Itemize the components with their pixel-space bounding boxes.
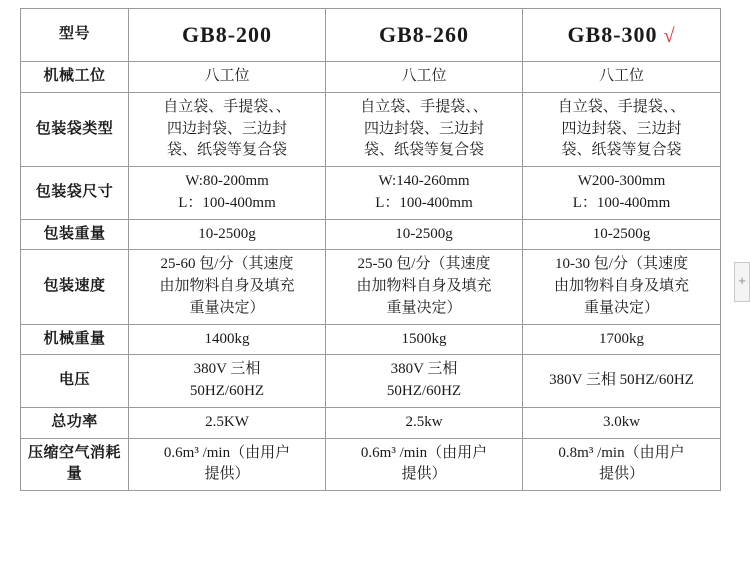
header-model-gb8-200: GB8-200 — [129, 9, 326, 62]
table-row — [21, 250, 721, 324]
cell-value: 1700kg — [523, 324, 721, 355]
table-row — [21, 167, 721, 220]
specification-table — [20, 8, 721, 491]
cell-value: 1500kg — [326, 324, 523, 355]
row-label: 包装袋类型 — [21, 92, 129, 166]
cell-value: 0.6m³ /min（由用户 提供） — [129, 438, 326, 491]
table-row — [21, 355, 721, 408]
row-label: 电压 — [21, 355, 129, 408]
cell-value: 八工位 — [326, 62, 523, 93]
cell-value: 10-30 包/分（其速度 由加物料自身及填充 重量决定） — [523, 250, 721, 324]
table-row — [21, 324, 721, 355]
header-model-label: 型号 — [21, 9, 129, 62]
cell-value: 10-2500g — [326, 219, 523, 250]
table-row — [21, 92, 721, 166]
row-label: 机械工位 — [21, 62, 129, 93]
row-label: 压缩空气消耗量 — [21, 438, 129, 491]
row-label: 包装速度 — [21, 250, 129, 324]
cell-value: 自立袋、手提袋、、 四边封袋、三边封 袋、纸袋等复合袋 — [129, 92, 326, 166]
table-header-row — [21, 9, 721, 62]
table-row — [21, 219, 721, 250]
cell-value: 10-2500g — [129, 219, 326, 250]
cell-value: 380V 三相 50HZ/60HZ — [326, 355, 523, 408]
cell-value: 0.8m³ /min（由用户 提供） — [523, 438, 721, 491]
cell-value: 2.5kw — [326, 407, 523, 438]
row-label: 总功率 — [21, 407, 129, 438]
table-row — [21, 407, 721, 438]
cell-value: 1400kg — [129, 324, 326, 355]
cell-value: 0.6m³ /min（由用户 提供） — [326, 438, 523, 491]
cell-value: 10-2500g — [523, 219, 721, 250]
table-row — [21, 62, 721, 93]
cell-value: 八工位 — [129, 62, 326, 93]
header-model-gb8-300-text: GB8-300 — [567, 22, 658, 47]
cell-value: 自立袋、手提袋、、 四边封袋、三边封 袋、纸袋等复合袋 — [326, 92, 523, 166]
header-model-gb8-300 — [523, 9, 721, 62]
cell-value: 2.5KW — [129, 407, 326, 438]
cell-value: 380V 三相 50HZ/60HZ — [129, 355, 326, 408]
cell-value: 25-60 包/分（其速度 由加物料自身及填充 重量决定） — [129, 250, 326, 324]
cell-value: 自立袋、手提袋、、 四边封袋、三边封 袋、纸袋等复合袋 — [523, 92, 721, 166]
expand-button[interactable]: + — [734, 262, 750, 302]
cell-value: W:140-260mm L：100-400mm — [326, 167, 523, 220]
table-row — [21, 438, 721, 491]
cell-value: 八工位 — [523, 62, 721, 93]
row-label: 包装重量 — [21, 219, 129, 250]
cell-value: 3.0kw — [523, 407, 721, 438]
cell-value: 25-50 包/分（其速度 由加物料自身及填充 重量决定） — [326, 250, 523, 324]
cell-value: W:80-200mm L：100-400mm — [129, 167, 326, 220]
row-label: 包装袋尺寸 — [21, 167, 129, 220]
header-model-gb8-260: GB8-260 — [326, 9, 523, 62]
row-label: 机械重量 — [21, 324, 129, 355]
cell-value: W200-300mm L：100-400mm — [523, 167, 721, 220]
check-icon: √ — [663, 25, 676, 47]
cell-value: 380V 三相 50HZ/60HZ — [523, 355, 721, 408]
